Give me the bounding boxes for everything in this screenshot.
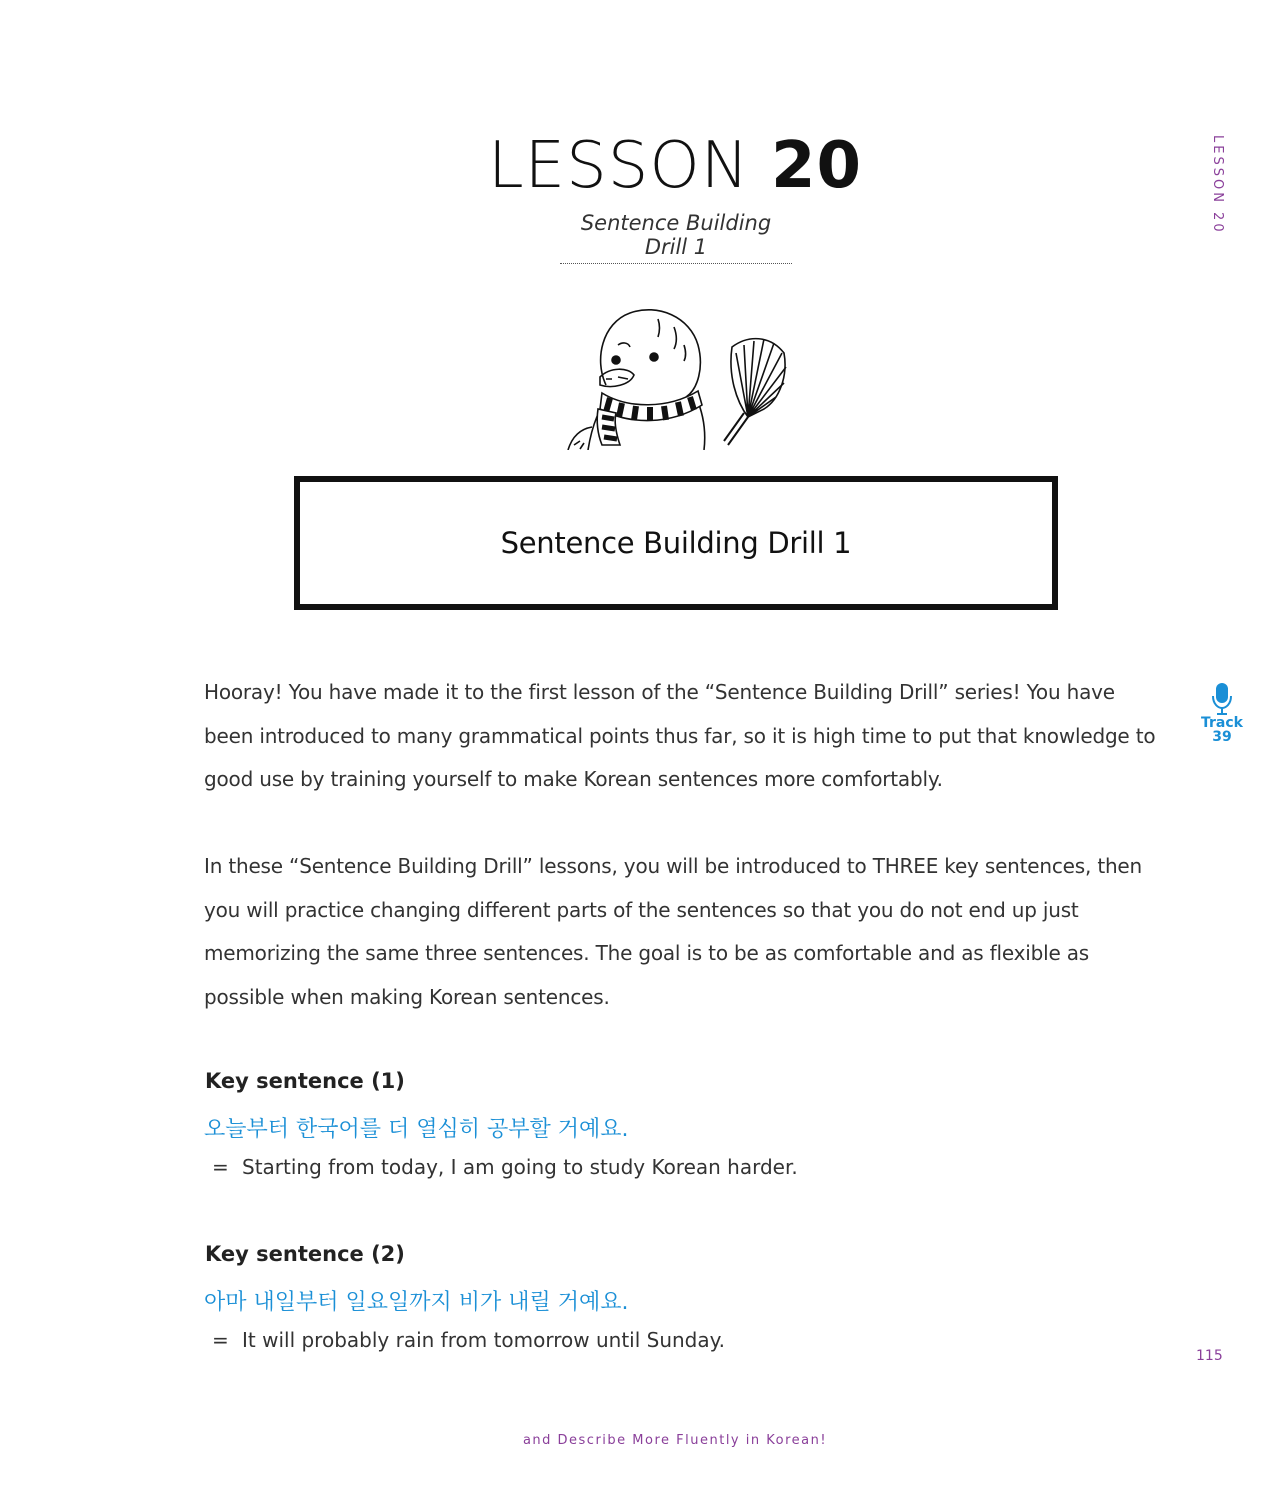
lesson-number: 20 bbox=[770, 129, 862, 203]
lesson-subtitle: Sentence Building Drill 1 bbox=[560, 211, 792, 264]
mascot-illustration bbox=[558, 305, 788, 450]
equals-sign: = bbox=[212, 1155, 229, 1179]
audio-track-badge[interactable] bbox=[1196, 682, 1248, 744]
footer-text: and Describe More Fluently in Korean! bbox=[522, 1433, 828, 1448]
key-sentence-2-label: Key sentence (2) bbox=[205, 1242, 405, 1266]
key-sentence-1-korean: 오늘부터 한국어를 더 열심히 공부할 거예요. bbox=[204, 1117, 629, 1142]
key-sentence-2-translation bbox=[212, 1328, 725, 1352]
equals-sign: = bbox=[212, 1328, 229, 1352]
intro-paragraph-2: In these “Sentence Building Drill” lessons, you will be introduced to THREE key sentences, then you will practice changing different parts of the sentences so that you do not end up just memorizing the same three sentences. The goal is to be as comfortable and as flexible as possible when making Korean sentences. bbox=[204, 854, 1143, 1009]
key-sentence-1-translation bbox=[212, 1155, 798, 1179]
microphone-icon bbox=[1211, 682, 1233, 716]
translation-text: Starting from today, I am going to study Korean harder. bbox=[242, 1155, 798, 1179]
side-tab-label: LESSON 20 bbox=[1210, 135, 1225, 235]
section-title: Sentence Building Drill 1 bbox=[500, 526, 852, 560]
lesson-title bbox=[0, 128, 1282, 204]
intro-paragraph-1: Hooray! You have made it to the first lesson of the “Sentence Building Drill” series! You have been introduced to many grammatical points thus far, so it is high time to put that knowledge to good use by training yourself to make Korean sentences more comfortably. bbox=[204, 680, 1156, 791]
track-label: Track bbox=[1201, 715, 1243, 731]
page-number: 115 bbox=[1196, 1348, 1223, 1364]
key-sentence-1-label: Key sentence (1) bbox=[205, 1069, 405, 1093]
lesson-word: LESSON bbox=[488, 129, 750, 203]
key-sentence-2-korean: 아마 내일부터 일요일까지 비가 내릴 거예요. bbox=[204, 1290, 629, 1315]
track-number: 39 bbox=[1212, 729, 1232, 745]
section-title-box bbox=[294, 476, 1058, 610]
translation-text: It will probably rain from tomorrow until Sunday. bbox=[242, 1328, 725, 1352]
